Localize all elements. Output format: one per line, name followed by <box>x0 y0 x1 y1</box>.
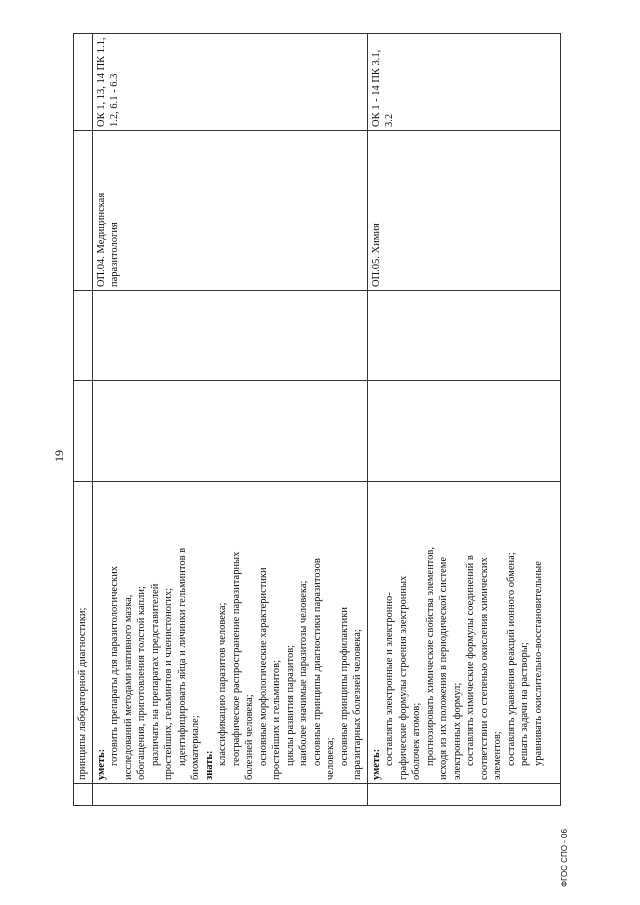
text-line: исходя из их положения в периодической системе <box>438 556 449 780</box>
text-line: обогащения, приготовления толстой капли; <box>136 586 147 780</box>
text-line: болезней человека; <box>244 694 255 780</box>
text-line: человека; <box>325 737 336 780</box>
text-line: географическое распространение паразитарных <box>230 551 242 766</box>
competency-cell: ОК 1, 13, 14 ПК 1.1, 1.2, 6.1 - 6.3 <box>92 34 367 131</box>
text-line: наиболее значимые паразитозы человека; <box>298 580 309 766</box>
text-line: биоматериале; <box>190 715 201 780</box>
text-line: основные принципы профилактики <box>338 607 350 766</box>
text-line: соответствии со степенью окисления химических <box>478 557 490 780</box>
text-line: уравнивать окислительно-восстановительные <box>532 561 544 766</box>
text-line: классификацию паразитов человека; <box>217 602 228 766</box>
text-line: основные морфологические характеристики <box>257 567 269 766</box>
text-line: циклы развития паразитов; <box>284 644 296 766</box>
umet-label: уметь: <box>370 748 382 780</box>
text-line: электронных формул; <box>451 682 463 780</box>
text-line: готовить препараты для паразитологических <box>109 566 120 766</box>
table-row <box>92 34 367 806</box>
text-line: составлять электронные и электронно- <box>384 592 395 766</box>
footer-mark: ФГОС СПО - 06 <box>560 829 569 887</box>
umet-list <box>383 485 545 780</box>
umet-list <box>108 485 203 780</box>
carryover-text: принципы лабораторной диагностики; <box>74 482 93 784</box>
text-line: оболочек атомов; <box>411 702 422 780</box>
discipline-cell: ОП.04. Медицинская паразитология <box>92 131 367 291</box>
table-row <box>74 34 93 806</box>
competency-table <box>73 33 561 806</box>
page-number: 19 <box>52 450 66 462</box>
text-line: решать задачи на растворы; <box>519 642 530 766</box>
text-line: простейших и гельминтов; <box>271 659 282 780</box>
text-line: простейших, гельминтов и членистоногих; <box>163 587 174 780</box>
requirements-cell <box>92 482 367 784</box>
competency-cell: ОК 1 - 14 ПК 3.1, 3.2 <box>367 34 561 131</box>
text-line: различать на препаратах представителей <box>149 583 161 766</box>
text-line: элементов; <box>492 731 503 780</box>
table-row <box>367 34 561 806</box>
text-line: составлять химические формулы соединений в <box>465 555 476 766</box>
umet-label: уметь: <box>95 748 107 780</box>
discipline-cell: ОП.05. Химия <box>367 131 561 291</box>
znat-list <box>216 485 365 780</box>
text-line: паразитарных болезней человека; <box>352 629 363 780</box>
text-line: графические формулы строения электронных <box>397 575 409 780</box>
text-line: прогнозировать химические свойства элементов, <box>424 547 436 766</box>
requirements-cell <box>367 482 561 784</box>
text-line: основные принципы диагностики паразитозов <box>311 558 323 766</box>
text-line: составлять уравнения реакций ионного обмена; <box>505 552 517 766</box>
text-line: идентифицировать яйца и личинки гельминтов в <box>176 547 188 766</box>
znat-label: знать: <box>203 750 215 780</box>
text-line: исследований методами нативного мазка, <box>122 594 134 780</box>
